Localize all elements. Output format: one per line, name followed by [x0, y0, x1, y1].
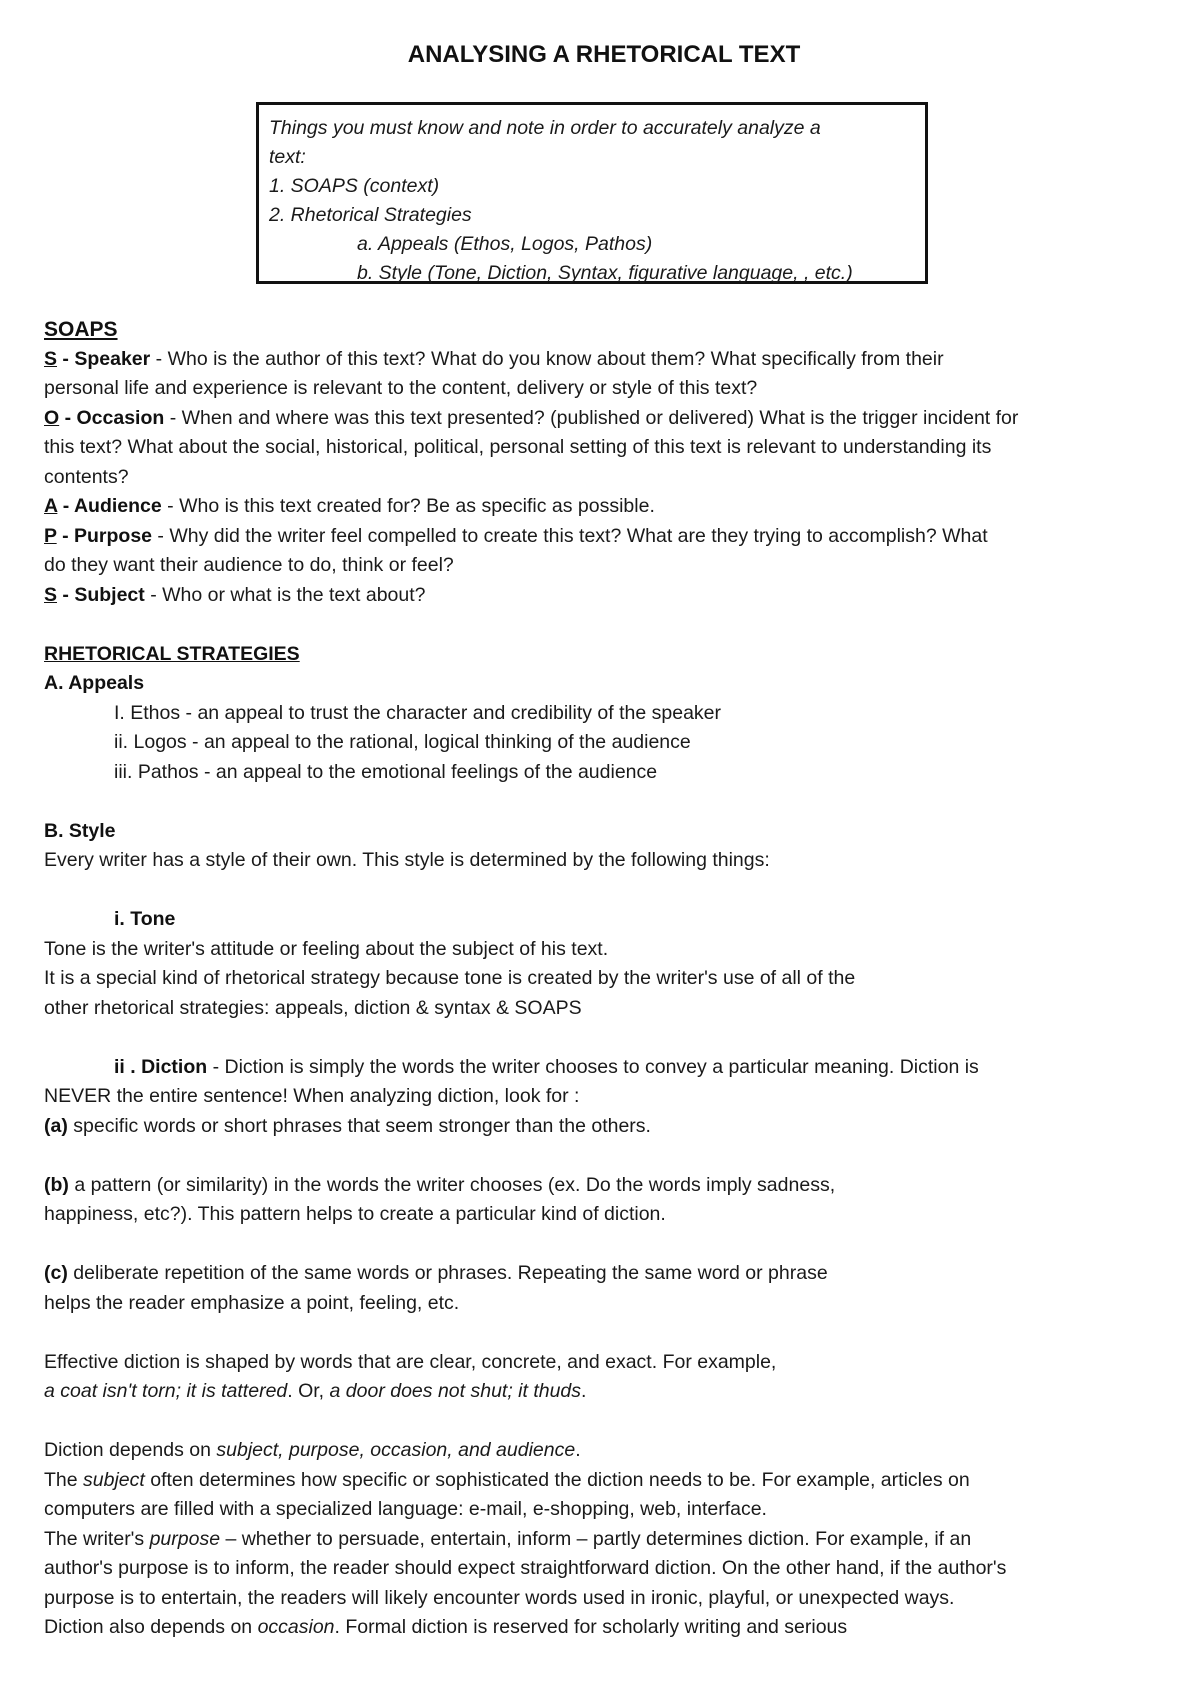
occasion-text: - When and where was this text presented? (published or delivered) What is the trigger incident for [164, 406, 1019, 429]
depends-italic: subject, purpose, occasion, and audience [216, 1439, 576, 1461]
purpose-pre: The writer's [44, 1527, 150, 1550]
purpose-post: – whether to persuade, entertain, inform – partly determines diction. For example, if an [220, 1527, 972, 1550]
page-title: ANALYSING A RHETORICAL TEXT [407, 41, 801, 68]
summary-line: b. Style (Tone, Diction, Syntax, figurative language, , etc.) [357, 262, 853, 284]
speaker-text-line: personal life and experience is relevant to the content, delivery or style of this text? [44, 377, 758, 399]
appeal-pathos: iii. Pathos - an appeal to the emotional feelings of the audience [114, 760, 658, 783]
speaker-text: - Who is the author of this text? What do you know about them? What specifically from their [150, 347, 944, 370]
audience-label: - Audience [57, 495, 162, 517]
subject-letter: S [44, 583, 58, 606]
purpose-letter: P [44, 524, 57, 547]
depends-pre: Diction depends on [44, 1439, 217, 1461]
example-sep: . Or, [287, 1380, 330, 1402]
depends-end: . [575, 1439, 581, 1461]
diction-depends [44, 1436, 1169, 1466]
item-b-label: (b) [44, 1173, 69, 1196]
occasion-text-line: this text? What about the social, historical, political, personal setting of this text is relevant to understanding its [44, 436, 992, 458]
tone-text-line: It is a special kind of rhetorical strategy because tone is created by the writer's use of all of the [44, 967, 856, 989]
effective-diction-example [44, 1377, 1169, 1407]
subject-label: - Subject [57, 583, 145, 606]
speaker-letter: S [44, 347, 58, 370]
occasion-letter: O [44, 406, 60, 429]
purpose-text-line: do they want their audience to do, think or feel? [44, 554, 454, 576]
occasion-paragraph [44, 1613, 1169, 1643]
purpose-paragraph-line: purpose is to entertain, the readers will likely encounter words used in ironic, playful, or unexpected ways. [44, 1586, 955, 1609]
diction-item-c [44, 1259, 1169, 1289]
item-a-text: specific words or short phrases that seem stronger than the others. [67, 1114, 651, 1137]
summary-line: text: [269, 146, 306, 168]
subject-pre: The [44, 1468, 84, 1491]
rhetorical-heading: RHETORICAL STRATEGIES [44, 642, 300, 665]
soaps-purpose [44, 522, 1169, 552]
occasion-pre: Diction also depends on [44, 1616, 258, 1638]
item-b-text-line: happiness, etc?). This pattern helps to create a particular kind of diction. [44, 1203, 666, 1225]
purpose-paragraph [44, 1525, 1169, 1555]
soaps-occasion [44, 404, 1169, 434]
occasion-label: - Occasion [59, 406, 165, 429]
summary-line: Things you must know and note in order to accurately analyze a [269, 117, 821, 139]
subject-italic: subject [83, 1468, 145, 1491]
summary-line: a. Appeals (Ethos, Logos, Pathos) [357, 233, 653, 255]
appeals-heading: A. Appeals [44, 672, 145, 694]
soaps-audience [44, 492, 1169, 522]
diction-heading: ii . Diction [114, 1055, 208, 1078]
example-end: . [581, 1380, 587, 1402]
subject-paragraph [44, 1466, 1169, 1496]
style-heading: B. Style [44, 819, 116, 842]
appeal-logos: ii. Logos - an appeal to the rational, logical thinking of the audience [114, 731, 691, 753]
tone-heading: i. Tone [114, 908, 176, 930]
effective-diction-line: Effective diction is shaped by words that are clear, concrete, and exact. For example, [44, 1350, 777, 1373]
subject-paragraph-line: computers are filled with a specialized language: e-mail, e-shopping, web, interface. [44, 1498, 767, 1520]
document-body [44, 315, 1169, 1643]
item-b-text: a pattern (or similarity) in the words the writer chooses (ex. Do the words imply sadness, [68, 1173, 836, 1196]
item-a-label: (a) [44, 1114, 68, 1137]
soaps-speaker [44, 345, 1169, 375]
audience-text: - Who is this text created for? Be as specific as possible. [161, 495, 655, 517]
soaps-heading: SOAPS [44, 318, 118, 341]
diction-text-line: NEVER the entire sentence! When analyzing diction, look for : [44, 1085, 580, 1107]
item-c-text-line: helps the reader emphasize a point, feeling, etc. [44, 1291, 460, 1314]
subject-text: - Who or what is the text about? [144, 583, 426, 606]
tone-text-line: Tone is the writer's attitude or feeling about the subject of his text. [44, 937, 609, 960]
diction-text: - Diction is simply the words the writer chooses to convey a particular meaning. Diction is [207, 1055, 979, 1078]
occasion-post: . Formal diction is reserved for scholarly writing and serious [334, 1616, 848, 1638]
tone-text-line: other rhetorical strategies: appeals, diction & syntax & SOAPS [44, 996, 582, 1019]
purpose-text: - Why did the writer feel compelled to create this text? What are they trying to accomplish? What [152, 524, 988, 547]
style-intro: Every writer has a style of their own. This style is determined by the following things: [44, 849, 770, 871]
diction-intro [44, 1053, 1169, 1083]
soaps-subject [44, 581, 1169, 611]
subject-post: often determines how specific or sophisticated the diction needs to be. For example, articles on [144, 1468, 970, 1491]
appeal-ethos: I. Ethos - an appeal to trust the character and credibility of the speaker [114, 701, 722, 724]
example-door: a door does not shut; it thuds [329, 1380, 582, 1402]
occasion-italic: occasion [257, 1616, 335, 1638]
diction-item-b [44, 1171, 1169, 1201]
item-c-text: deliberate repetition of the same words or phrases. Repeating the same word or phrase [67, 1262, 828, 1284]
speaker-label: - Speaker [57, 347, 151, 370]
purpose-paragraph-line: author's purpose is to inform, the reader should expect straightforward diction. On the other hand, if the author's [44, 1557, 1007, 1579]
summary-line: 1. SOAPS (context) [269, 175, 440, 197]
diction-item-a [44, 1112, 1169, 1142]
summary-line: 2. Rhetorical Strategies [269, 204, 472, 226]
example-coat: a coat isn't torn; it is tattered [44, 1380, 288, 1402]
item-c-label: (c) [44, 1262, 68, 1284]
audience-letter: A [44, 495, 58, 517]
purpose-italic: purpose [149, 1527, 221, 1550]
summary-box [256, 102, 928, 284]
purpose-label: - Purpose [56, 524, 153, 547]
occasion-text-line: contents? [44, 465, 129, 488]
